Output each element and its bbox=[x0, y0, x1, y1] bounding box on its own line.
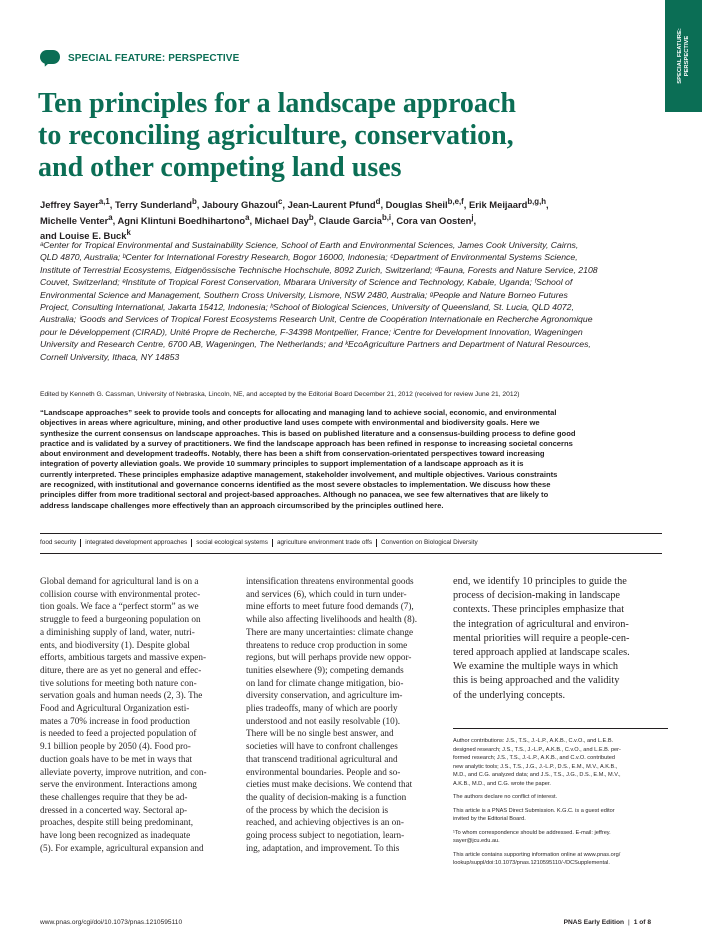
abstract-line: “Landscape approaches” seek to provide tools and concepts for allocating and managing land to achieve social, economic, and environmental bbox=[40, 408, 557, 417]
note-line: formed research; J.S., T.S., J.-L.P., A.K.B., and C.v.O. contributed bbox=[453, 755, 615, 761]
body-line: environmental boundaries. People and so- bbox=[246, 766, 401, 777]
body-line: regions, but will perhaps provide new oppor- bbox=[246, 652, 412, 663]
body-line: these challenges require that they be ad- bbox=[40, 791, 188, 802]
body-line: serve the environment. Interactions among bbox=[40, 779, 197, 790]
author-name: Douglas Sheil bbox=[385, 199, 448, 211]
abstract-line: objectives in areas where agriculture, mining, and other productive land uses compete with environmental and biodiversity goals. Here we bbox=[40, 418, 540, 428]
article-title bbox=[38, 88, 658, 184]
body-line: this is being approached and the validity bbox=[453, 675, 620, 687]
author-line: Jeffrey Sayer$^{a,1}$, Terry Sunderland$^b$, Jaboury Ghazoul$^c$, Jean-Laurent Pfund$^d$, Douglas Sheil$^{b,e,f}$, Erik Meijaard$^{b,g,h}$, bbox=[40, 197, 549, 211]
body-line: diture, there are as yet no general and effec- bbox=[40, 664, 202, 675]
body-column-1 bbox=[40, 575, 235, 854]
body-line: tion goals. We face a “perfect storm” as we bbox=[40, 601, 199, 612]
body-line: the quality of decision-making is a function bbox=[246, 791, 407, 802]
body-line: mental priorities will require a people-cen- bbox=[453, 632, 630, 644]
body-line: servation goals and human needs (2, 3). The bbox=[40, 690, 203, 701]
body-column-3 bbox=[453, 575, 668, 703]
affiliation-line: Project, Consulting International, Jakarta 15412, Indonesia; ʰSchool of Biological Sciences, University of Queensland, St. Lucia, QLD 4072, bbox=[40, 302, 574, 313]
abstract-line: integration of poverty alleviation goals. We provide 10 summary principles to support implementation of a landscape approach as it is bbox=[40, 459, 524, 469]
abstract-line: practice and is validated by a survey of practitioners. We find the landscape approach has been refined in response to increasing societal concerns bbox=[40, 438, 573, 448]
note-line: This article is a PNAS Direct Submission. K.G.C. is a guest editor bbox=[453, 807, 615, 814]
author-list bbox=[40, 196, 660, 243]
note-line: Author contributions: J.S., T.S., J.-L.P., A.K.B., C.v.O., and L.E.B. bbox=[453, 738, 614, 744]
abstract-line: about environment and development tradeoffs. Notably, there has been a shift from conservation-orientated perspectives toward increasing bbox=[40, 449, 545, 459]
body-line: (5). For example, agricultural expansion and bbox=[40, 842, 204, 853]
body-line: efforts, ambitious targets and massive expen- bbox=[40, 652, 207, 663]
edited-by: Edited by Kenneth G. Cassman, University of Nebraska, Lincoln, NE, and accepted by the Editorial Board December 21, 2012 (received for review June 21, 2012) bbox=[40, 391, 520, 398]
body-line: tunities elsewhere (9); competing demands bbox=[246, 664, 404, 675]
footer-page-info bbox=[564, 919, 651, 927]
note-line: A.K.B., M.D., and C.G. wrote the paper. bbox=[453, 780, 551, 787]
keywords-top-rule bbox=[40, 533, 662, 534]
author-name: Michael Day bbox=[254, 214, 309, 226]
body-line: mine efforts to meet future food demands (7), bbox=[246, 601, 414, 612]
affiliation-line: University and Research Centre, 6700 AB, Wageningen, The Netherlands; and ᵏEcoAgriculture Partners and Department of Natural Resources, bbox=[40, 339, 591, 350]
body-line: diversity conservation, and agriculture im- bbox=[246, 690, 403, 701]
affiliation-line: Couvet, Switzerland; ᵉInstitute of Tropical Forest Conservation, Mbarara University of Science and Technology, Kabale, Uganda; ᶠSchool of bbox=[40, 277, 573, 288]
abstract-line: currently interpreted. These principles emphasize adaptive management, stakeholder involvement, and multiple objectives. Various constraints bbox=[40, 469, 558, 479]
author-affil-sup: a,1 bbox=[98, 197, 110, 206]
body-line: proaches, despite still being predominant, bbox=[40, 817, 194, 828]
title-line: and other competing land uses bbox=[38, 152, 402, 183]
body-line: the integration of agricultural and environ- bbox=[453, 618, 629, 630]
body-line: on land for climate change mitigation, bio- bbox=[246, 677, 404, 688]
author-affil-sup: b,e,f bbox=[447, 197, 464, 206]
body-line: Global demand for agricultural land is on a bbox=[40, 576, 199, 586]
affiliation-line: QLD 4870, Australia; ᵇCenter for International Forestry Research, Bogor 16000, Indonesia; ᶜDepartment of Environmental Systems Science, bbox=[40, 252, 578, 263]
footer-separator: | bbox=[628, 919, 630, 926]
author-name: Louise E. Buck bbox=[59, 230, 127, 242]
body-line: plies tradeoffs, many of which are poorly bbox=[246, 703, 398, 714]
body-line: societies will have to confront challenges bbox=[246, 741, 398, 752]
body-line: There will be no single best answer, and bbox=[246, 728, 394, 739]
body-line: end, we identify 10 principles to guide the bbox=[453, 576, 627, 587]
keyword: food security bbox=[40, 539, 77, 546]
speech-bubble-icon bbox=[40, 50, 60, 67]
body-line: reached, and achieving objectives is an on- bbox=[246, 817, 404, 828]
keyword: integrated development approaches bbox=[80, 539, 191, 547]
affiliation-line: pour le Développement (CIRAD), Unité Propre de Recherche, F-34398 Montpellier, France; ʲCentre for Development Innovation, Wageningen bbox=[40, 326, 583, 337]
abstract-line: are recognized, with institutional and governance concerns identified as the most severe obstacles to implementation. We discuss how these bbox=[40, 480, 551, 490]
note-line: This article contains supporting information online at www.pnas.org/ bbox=[453, 851, 621, 858]
body-line: understood and not easily resolvable (10). bbox=[246, 715, 401, 726]
affiliation-line: Institute of Terrestrial Ecosystems, Eidgenössische Technische Hochschule, 8092 Zurich, Switzerland; ᵈFauna, Forests and Nature Service, 2108 bbox=[40, 264, 598, 275]
author-affil-sup: j bbox=[471, 212, 474, 222]
affiliation-line: Environmental Science and Management, Southern Cross University, Lismore, NSW 2480, Australia; ᵍPeople and Nature Borneo Futures bbox=[40, 289, 568, 300]
body-line: dressed in a concerted way. Sectoral ap- bbox=[40, 804, 188, 815]
body-line: threatens to reduce crop production in some bbox=[246, 639, 408, 650]
body-line: ing, adaptation, and improvement. To this bbox=[246, 842, 400, 853]
note-line: sayer@jcu.edu.au. bbox=[453, 838, 500, 844]
side-tab-label: SPECIAL FEATURE: PERSPECTIVE bbox=[676, 28, 690, 84]
keyword: Convention on Biological Diversity bbox=[376, 539, 482, 547]
body-line: process of decision-making in landscape bbox=[453, 590, 620, 602]
author-affil-sup: b,g,h bbox=[527, 197, 547, 206]
body-line: of the underlying concepts. bbox=[453, 689, 566, 701]
author-name: Terry Sunderland bbox=[115, 199, 192, 211]
note-line: The authors declare no conflict of interest. bbox=[453, 794, 558, 800]
body-line: cieties must make decisions. We contend that bbox=[246, 779, 413, 790]
title-line: Ten principles for a landscape approach bbox=[38, 88, 516, 119]
note-line: designed research; J.S., T.S., J.-L.P., A.K.B., C.v.O., and L.E.B. per- bbox=[453, 746, 621, 753]
keyword: agriculture environment trade offs bbox=[272, 539, 376, 547]
affiliations bbox=[40, 239, 662, 363]
feature-label: SPECIAL FEATURE: PERSPECTIVE bbox=[68, 52, 240, 64]
body-line: is needed to feed a projected population of bbox=[40, 728, 197, 739]
author-name: Michelle Venter bbox=[40, 214, 109, 226]
body-line: a diminishing supply of land, water, nutri- bbox=[40, 626, 195, 637]
body-line: intensification threatens environmental goods bbox=[246, 576, 414, 586]
abstract-line: synthesize the current consensus on landscape approaches. This is based on published literature and a consensus-building process to define good bbox=[40, 428, 576, 438]
footer-page: 1 of 8 bbox=[633, 919, 651, 926]
notes-rule bbox=[453, 728, 668, 729]
affiliation-line: Cornell University, Ithaca, NY 14853 bbox=[40, 351, 180, 362]
body-line: and services (6), which could in turn under- bbox=[246, 588, 407, 599]
body-line: of the process by which the decision is bbox=[246, 804, 389, 815]
keywords bbox=[40, 539, 482, 547]
author-line: Michelle Venter$^a$, Agni Klintuni Boedhihartono$^a$, Michael Day$^b$, Claude Garcia$^{b,i}$, Cora van Oosten$^j$, bbox=[40, 212, 477, 226]
body-line: that transcend traditional agricultural and bbox=[246, 753, 398, 764]
affiliation-line: ᵃCenter for Tropical Environmental and Sustainability Science, School of Earth and Environmental Sciences, James Cook University, Cairns, bbox=[40, 240, 579, 250]
body-line: collision course with environmental protec- bbox=[40, 588, 201, 599]
keyword: social ecological systems bbox=[191, 539, 272, 547]
author-affil-sup: c bbox=[278, 197, 283, 206]
affiliation-line: Australia; ⁱGoods and Services of Tropical Forest Ecosystems Research Unit, Centre de Coopération Internationale en Recherche Agronomique bbox=[40, 314, 593, 325]
body-line: while also affecting livelihoods and health (8). bbox=[246, 614, 418, 625]
abstract-line: address landscape challenges more effectively than an approach circumscribed by the principles outlined here. bbox=[40, 500, 444, 510]
body-line: going process subject to negotiation, learn- bbox=[246, 830, 405, 841]
body-line: tive solutions for meeting both nature con- bbox=[40, 677, 197, 688]
body-line: duction goals have to be met in ways that bbox=[40, 753, 193, 764]
body-line: tered approach applied at landscape scales. bbox=[453, 647, 630, 659]
body-line: have long been recognized as inadequate bbox=[40, 830, 191, 841]
author-affil-sup: a bbox=[108, 212, 113, 222]
author-name: Agni Klintuni Boedhihartono bbox=[117, 214, 246, 226]
author-affil-sup: b,i bbox=[381, 212, 392, 222]
body-line: 9.1 billion people by 2050 (4). Food pro- bbox=[40, 741, 191, 752]
side-tab bbox=[665, 0, 702, 112]
body-line: struggle to feed a burgeoning population on bbox=[40, 614, 201, 625]
author-affil-sup: k bbox=[126, 228, 131, 238]
keywords-bottom-rule bbox=[40, 553, 662, 554]
body-line: alleviate poverty, improve nutrition, and con- bbox=[40, 766, 207, 777]
body-line: contexts. These principles emphasize that bbox=[453, 604, 625, 616]
author-line: and Louise E. Buck$^k$ bbox=[40, 228, 131, 242]
footer-doi: www.pnas.org/cgi/doi/10.1073/pnas.1210595110 bbox=[40, 919, 183, 926]
body-column-2 bbox=[246, 575, 441, 854]
author-affil-sup: a bbox=[245, 212, 250, 222]
note-line: ¹To whom correspondence should be addressed. E-mail: jeffrey. bbox=[453, 829, 611, 836]
author-name: Jeffrey Sayer bbox=[40, 199, 99, 211]
author-name: Erik Meijaard bbox=[468, 199, 528, 211]
note-line: invited by the Editorial Board. bbox=[453, 816, 526, 822]
title-line: to reconciling agriculture, conservation, bbox=[38, 120, 514, 151]
body-line: There are many uncertainties: climate change bbox=[246, 626, 414, 637]
feature-line bbox=[40, 50, 239, 67]
body-line: Food and Agricultural Organization esti- bbox=[40, 703, 190, 714]
abstract-line: principles differ from more traditional sectoral and project-based approaches. Although no panacea, we see few alternatives that are likely to bbox=[40, 490, 549, 500]
body-line: mates a 70% increase in food production bbox=[40, 715, 191, 726]
author-name: Claude Garcia bbox=[318, 214, 382, 226]
abstract bbox=[40, 408, 662, 511]
author-name: Jaboury Ghazoul bbox=[201, 199, 279, 211]
body-line: ents, and biodiversity (1). Despite global bbox=[40, 639, 190, 650]
author-name: Cora van Oosten bbox=[396, 214, 472, 226]
author-affil-sup: d bbox=[375, 197, 381, 206]
footer-edition: PNAS Early Edition bbox=[563, 919, 625, 926]
author-notes bbox=[453, 737, 668, 868]
author-name: Jean-Laurent Pfund bbox=[287, 199, 376, 211]
note-line: M.D., and C.G. analyzed data; and J.S., T.S., J.G., D.S., E.M., M.V., bbox=[453, 772, 621, 778]
note-line: lookup/suppl/doi:10.1073/pnas.1210595110/-/DCSupplemental. bbox=[453, 860, 610, 866]
note-line: new analytic tools; J.S., T.S., J.G., J.-L.P., D.S., E.M., M.V., A.K.B., bbox=[453, 763, 618, 770]
author-affil-sup: b bbox=[191, 197, 197, 206]
body-line: We examine the multiple ways in which bbox=[453, 661, 619, 673]
author-affil-sup: b bbox=[308, 212, 314, 222]
